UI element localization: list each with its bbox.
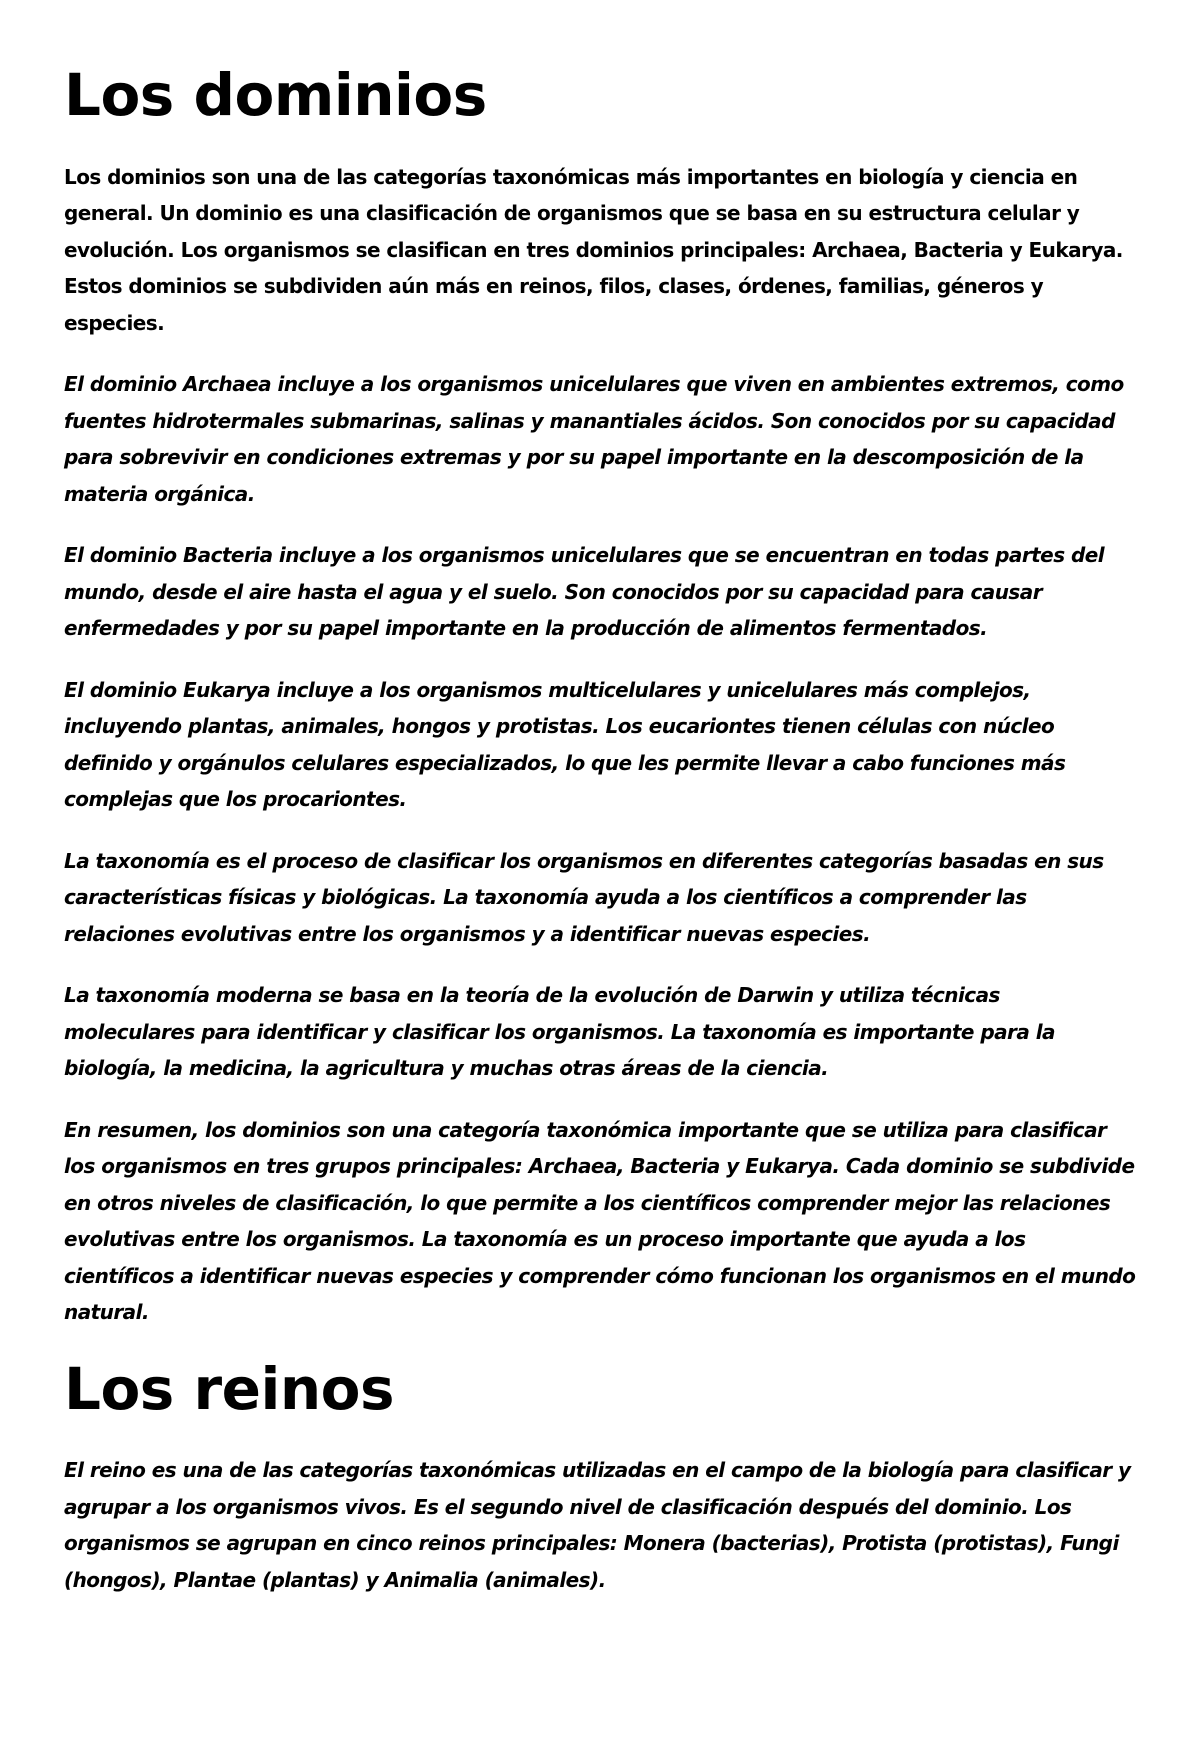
section-heading: Los reinos — [64, 1354, 395, 1423]
section-dominios — [64, 62, 1136, 1331]
paragraph-intro: Los dominios son una de las categorías taxonómicas más importantes en biología y ciencia en general. Un dominio es una clasificación de organismos que se basa en su estructura celular y evolución. Los organismos se clasifican en tres dominios principales: Archaea, Bacteria y Eukarya. Estos dominios se subdividen aún más en reinos, filos, clases, órdenes, familias, géneros y especies. — [64, 164, 1123, 335]
section-heading: Los dominios — [64, 61, 487, 129]
section-reinos — [64, 1356, 1136, 1599]
paragraph-eukarya: El dominio Eukarya incluye a los organismos multicelulares y unicelulares más complejos, incluyendo plantas, animales, hongos y protistas. Los eucariontes tienen células con núcleo definido y orgánulos celulares especializados, lo que les permite llevar a cabo funciones más complejas que los procariontes. — [64, 677, 1066, 812]
paragraph-resumen: En resumen, los dominios son una categoría taxonómica importante que se utiliza para clasificar los organismos en tres grupos principales: Archaea, Bacteria y Eukarya. Cada dominio se subdivide en otros niveles de clasificación, lo que permite a los científicos comprender mejor las relaciones evolutivas entre los organismos. La taxonomía es un proceso importante que ayuda a los científicos a identificar nuevas especies y comprender cómo funcionan los organismos en el mundo natural. — [64, 1117, 1136, 1325]
paragraph-taxonomia: La taxonomía es el proceso de clasificar los organismos en diferentes categorías basadas en sus características físicas y biológicas. La taxonomía ayuda a los científicos a comprender las relaciones evolutivas entre los organismos y a identificar nuevas especies. — [64, 848, 1104, 946]
paragraph-bacteria: El dominio Bacteria incluye a los organismos unicelulares que se encuentran en todas partes del mundo, desde el aire hasta el agua y el suelo. Son conocidos por su capacidad para causar enfermedades y por su papel importante en la producción de alimentos fermentados. — [64, 543, 1105, 641]
paragraph-taxonomia-moderna: La taxonomía moderna se basa en la teoría de la evolución de Darwin y utiliza técnicas moleculares para identificar y clasificar los organismos. La taxonomía es importante para la biología, la medicina, la agricultura y muchas otras áreas de la ciencia. — [64, 983, 1055, 1081]
paragraph-reinos: El reino es una de las categorías taxonómicas utilizadas en el campo de la biología para clasificar y agrupar a los organismos vivos. Es el segundo nivel de clasificación después del dominio. Los organismos se agrupan en cinco reinos principales: Monera (bacterias), Protista (protistas), Fungi (hongos), Plantae (plantas) y Animalia (animales). — [64, 1458, 1131, 1592]
paragraph-archaea: El dominio Archaea incluye a los organismos unicelulares que viven en ambientes extremos, como fuentes hidrotermales submarinas, salinas y manantiales ácidos. Son conocidos por su capacidad para sobrevivir en condiciones extremas y por su papel importante en la descomposición de la materia orgánica. — [64, 372, 1124, 506]
